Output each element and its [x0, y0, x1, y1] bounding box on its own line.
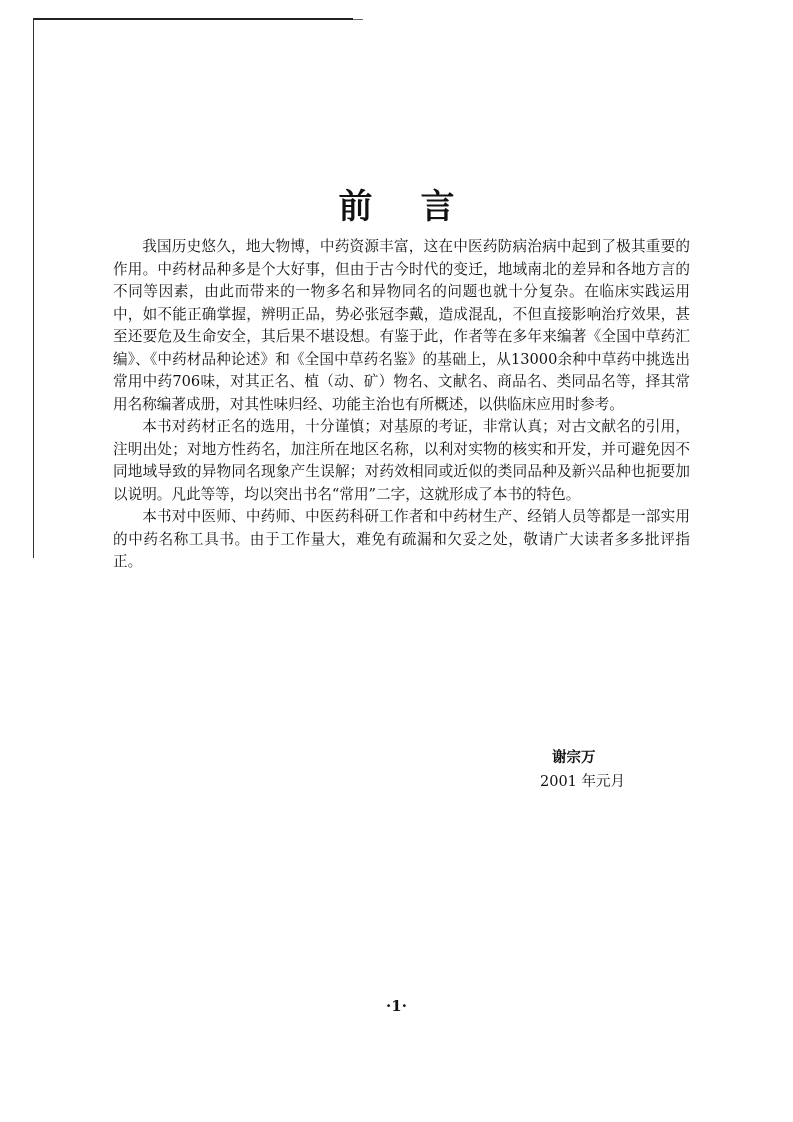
preface-body [113, 236, 690, 574]
scan-edge-top-line [33, 18, 353, 20]
scan-edge-top-line-fragment [353, 19, 363, 20]
title-char-1: 前 [338, 186, 373, 227]
preface-paragraph-2: 本书对药材正名的选用，十分谨慎；对基原的考证，非常认真；对古文献名的引用，注明出处；对地方性药名，加注所在地区名称，以利对实物的核实和开发，并可避免因不同地域导致的异物同名现象产生误解；对药效相同或近似的类同品种及新兴品种也扼要加以说明。凡此等等，均以突出书名“常用”二字，这就形成了本书的特色。 [113, 418, 690, 503]
preface-paragraph-1: 我国历史悠久，地大物博，中药资源丰富，这在中医药防病治病中起到了极其重要的作用。中药材品种多是个大好事，但由于古今时代的变迁，地域南北的差异和各地方言的不同等因素，由此而带来的一物多名和异物同名的问题也就十分复杂。在临床实践运用中，如不能正确掌握，辨明正品，势必张冠李戴，造成混乱，不但直接影响治疗效果，甚至还要危及生命安全，其后果不堪设想。有鉴于此，作者等在多年来编著《全国中草药汇编》、《中药材品种论述》和《全国中草药名鉴》的基础上，从13000余种中草药中挑选出常用中药706味，对其正名、植（动、矿）物名、文献名、商品名、类同品名等，择其常用名称编著成册，对其性味归经、功能主治也有所概述，以供临床应用时参考。 [113, 238, 690, 413]
signature-author: 谢宗万 [552, 750, 596, 766]
signature-date: 2001 年元月 [540, 774, 626, 790]
page-number: ·1· [386, 997, 407, 1015]
page-title [0, 185, 793, 229]
title-char-2: 言 [420, 186, 455, 227]
preface-paragraph-3: 本书对中医师、中药师、中医药科研工作者和中药材生产、经销人员等都是一部实用的中药名称工具书。由于工作量大，难免有疏漏和欠妥之处，敬请广大读者多多批评指正。 [113, 508, 690, 570]
scan-edge-left-line [33, 18, 34, 558]
signature-block [540, 746, 680, 794]
